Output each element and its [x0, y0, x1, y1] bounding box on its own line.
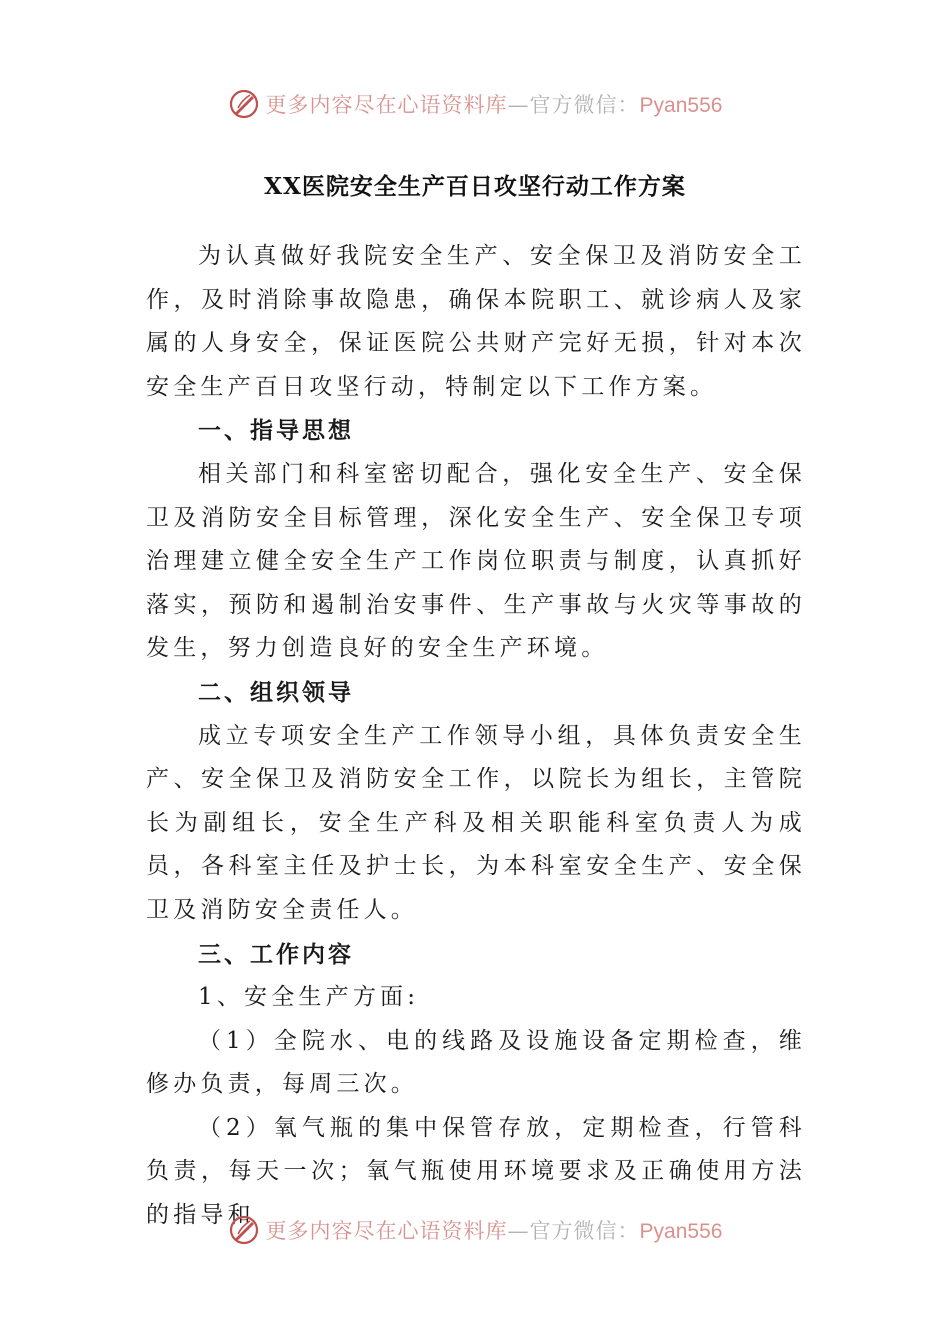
document-body — [146, 235, 806, 1238]
watermark-wechat-label: 官方微信： — [529, 93, 640, 117]
watermark-brand: 更多内容尽在心语资料库 — [265, 1219, 508, 1243]
section-body-guiding-ideology: 相关部门和科室密切配合，强化安全生产、安全保卫及消防安全目标管理，深化安全生产、安全保卫专项治理建立健全安全生产工作岗位职责与制度，认真抓好落实，预防和遏制治安事件、生产事故与火灾等事故的发生，努力创造良好的安全生产环境。 — [146, 460, 806, 662]
intro-paragraph: 为认真做好我院安全生产、安全保卫及消防安全工作，及时消除事故隐患，确保本院职工、就诊病人及家属的人身安全，保证医院公共财产完好无损，针对本次安全生产百日攻坚行动，特制定以下工作方案。 — [146, 243, 806, 400]
list-item-oxygen-cylinder: （2）氧气瓶的集中保管存放，定期检查，行管科负责，每天一次；氧气瓶使用环境要求及正确使用方法的指导和 — [146, 1114, 806, 1229]
quill-pen-logo-icon — [228, 88, 260, 120]
watermark-wechat-id: Pyan556 — [639, 94, 723, 117]
watermark-text — [266, 89, 723, 119]
watermark-dash: — — [507, 1219, 530, 1243]
list-item-water-electric: （1）全院水、电的线路及设施设备定期检查，维修办负责，每周三次。 — [146, 1027, 806, 1098]
watermark-wechat-label: 官方微信： — [529, 1219, 640, 1243]
list-item-safety-production: 1、安全生产方面: — [198, 984, 420, 1011]
watermark-wechat-id: Pyan556 — [639, 1220, 723, 1243]
watermark-dash: — — [507, 93, 530, 117]
watermark-brand: 更多内容尽在心语资料库 — [265, 93, 508, 117]
watermark-banner-top — [0, 84, 950, 124]
watermark-banner-bottom — [0, 1210, 950, 1250]
document-title: XX医院安全生产百日攻坚行动工作方案 — [264, 173, 686, 200]
section-heading-work-content: 三、工作内容 — [198, 940, 354, 968]
section-body-organization: 成立专项安全生产工作领导小组，具体负责安全生产、安全保卫及消防安全工作，以院长为组长，主管院长为副组长，安全生产科及相关职能科室负责人为成员，各科室主任及护士长，为本科室安全生产、安全保卫及消防安全责任人。 — [146, 722, 806, 923]
section-heading-organization: 二、组织领导 — [198, 678, 354, 706]
section-heading-guiding-ideology: 一、指导思想 — [198, 417, 354, 445]
watermark-text — [266, 1215, 723, 1245]
quill-pen-logo-icon — [228, 1214, 260, 1246]
